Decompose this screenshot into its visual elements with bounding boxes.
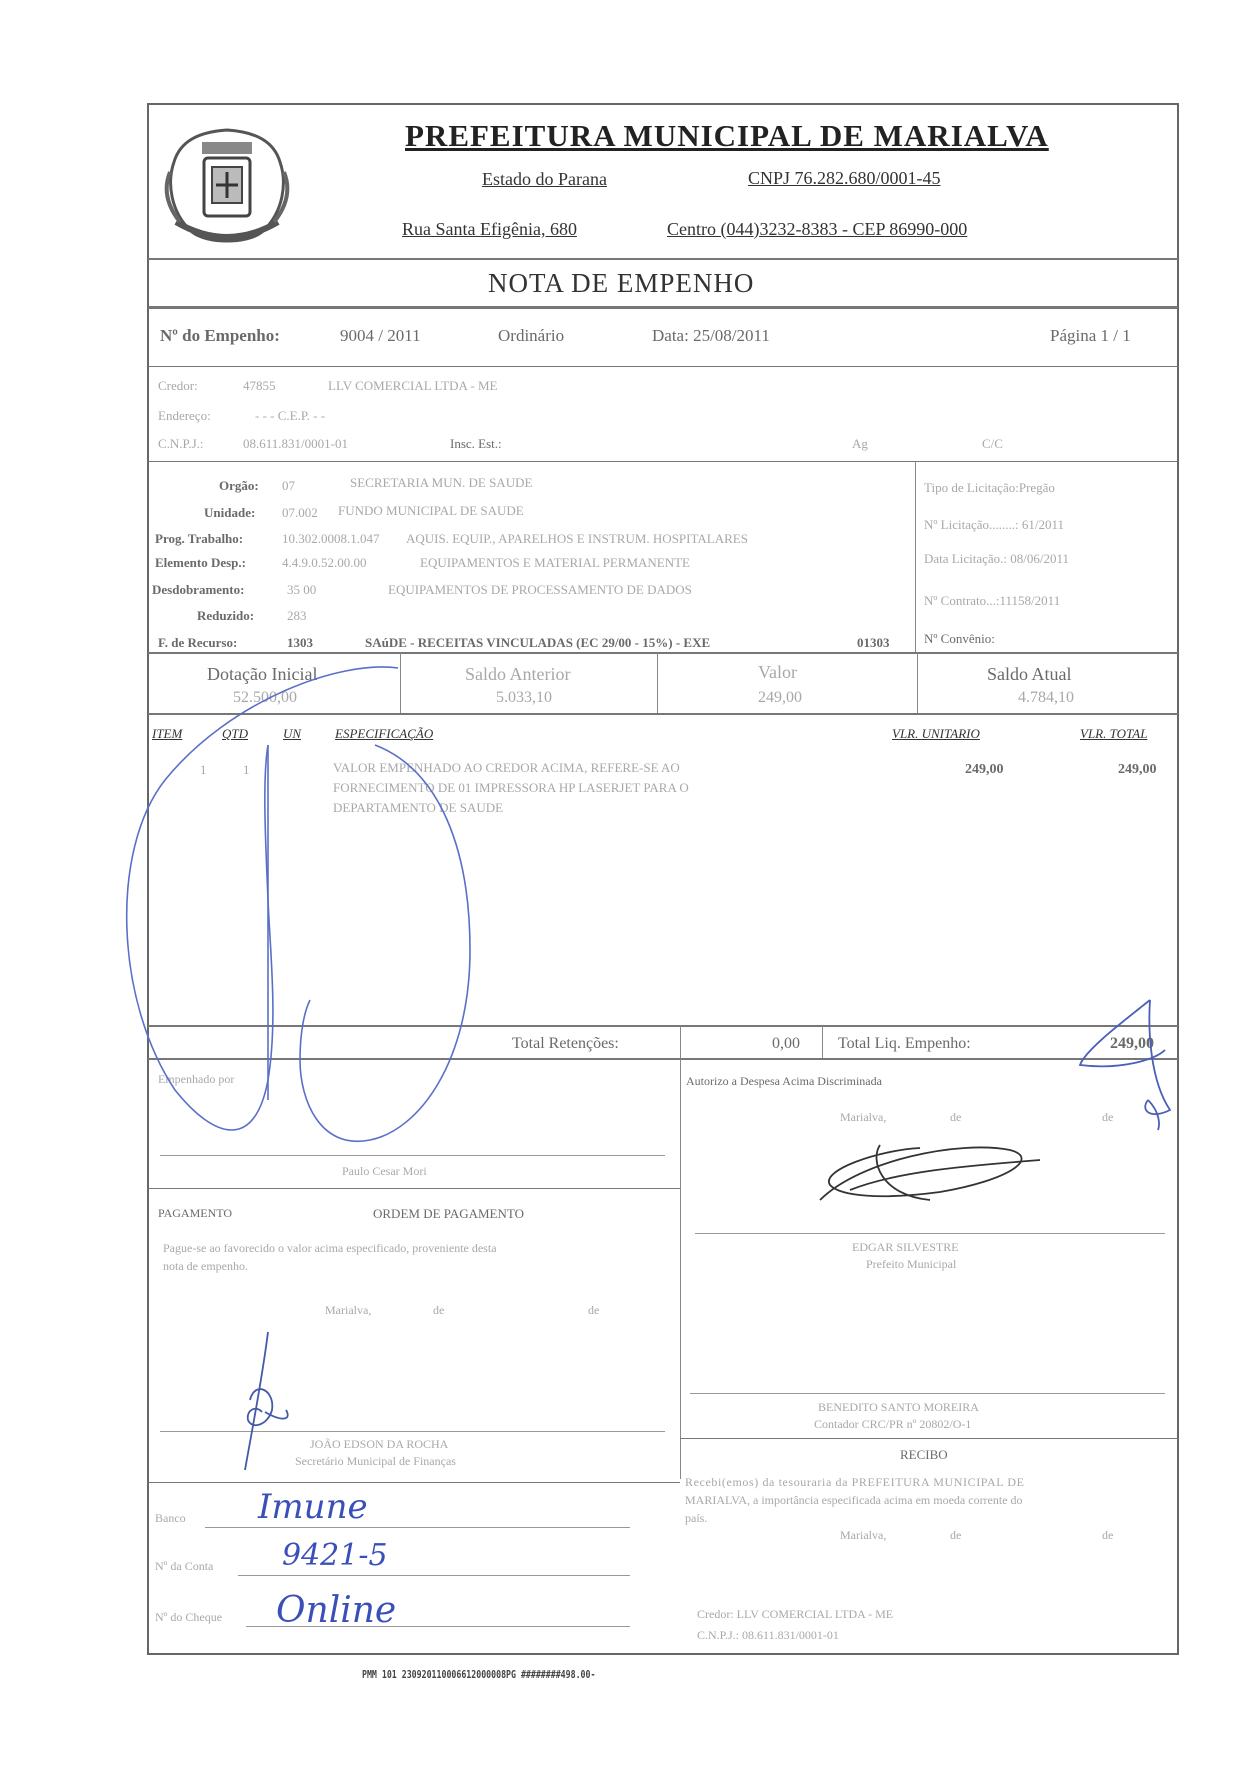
col-qtd: QTD xyxy=(222,726,249,741)
elemento-name: EQUIPAMENTOS E MATERIAL PERMANENTE xyxy=(420,555,690,570)
cheque-value: Online xyxy=(276,1590,397,1631)
desdobramento-code: 35 00 xyxy=(287,582,317,597)
total-signature-scribble xyxy=(1080,1000,1170,1130)
total-liq-label: Total Liq. Empenho: xyxy=(838,1035,971,1052)
header-contact: Centro (044)3232-8383 - CEP 86990-000 xyxy=(667,219,968,239)
footer-code: PMM 101 230920110006612000008PG ########498.00- xyxy=(362,1668,596,1681)
empenho-type: Ordinário xyxy=(498,326,565,345)
page-number: Página 1 / 1 xyxy=(1050,326,1131,345)
header-state: Estado do Parana xyxy=(482,169,607,189)
valor-value: 249,00 xyxy=(758,689,802,706)
pagamento-role: Secretário Municipal de Finanças xyxy=(295,1454,456,1468)
recurso-label: F. de Recurso: xyxy=(158,635,238,650)
autorizo-de1: de xyxy=(950,1110,962,1124)
recibo-de1: de xyxy=(950,1528,962,1542)
orgao-code: 07 xyxy=(282,478,295,493)
cnpj-value: 08.611.831/0001-01 xyxy=(243,436,348,451)
pagamento-text-line2: nota de empenho. xyxy=(163,1259,248,1273)
saldo-atual-value: 4.784,10 xyxy=(1018,689,1074,706)
item-total-value: 249,00 xyxy=(1118,762,1157,777)
pagamento-place: Marialva, xyxy=(325,1303,372,1317)
header-cnpj: CNPJ 76.282.680/0001-45 xyxy=(748,168,941,188)
recibo-label: RECIBO xyxy=(900,1447,948,1462)
empenho-number: 9004 / 2011 xyxy=(340,326,421,345)
endereco-value: - - - C.E.P. - - xyxy=(255,408,326,423)
elemento-label: Elemento Desp.: xyxy=(155,555,246,570)
reduzido-value: 283 xyxy=(287,608,307,623)
dotacao-inicial-value: 52.500,00 xyxy=(233,689,297,706)
mayor-signature xyxy=(820,1145,1040,1200)
pagamento-de1: de xyxy=(433,1303,445,1317)
desdobramento-label: Desdobramento: xyxy=(152,582,245,597)
conta-label: Nº da Conta xyxy=(155,1559,214,1573)
saldo-anterior-value: 5.033,10 xyxy=(496,689,552,706)
pagamento-text-line1: Pague-se ao favorecido o valor acima especificado, proveniente desta xyxy=(163,1241,497,1255)
saldo-anterior-label: Saldo Anterior xyxy=(465,664,571,684)
col-un: UN xyxy=(283,726,302,741)
insc-label: Insc. Est.: xyxy=(450,436,502,451)
prog-label: Prog. Trabalho: xyxy=(155,531,244,546)
ag-label: Ag xyxy=(852,436,868,451)
recibo-text-line2: MARIALVA, a importância especificada acima em moeda corrente do xyxy=(685,1493,1023,1507)
cheque-label: Nº do Cheque xyxy=(155,1610,223,1624)
recibo-text-line3: país. xyxy=(685,1511,708,1525)
recibo-text-line1: Recebi(emos) da tesouraria da PREFEITURA MUNICIPAL DE xyxy=(685,1475,1025,1489)
recibo-cnpj: C.N.P.J.: 08.611.831/0001-01 xyxy=(697,1628,839,1642)
autorizo-name: EDGAR SILVESTRE xyxy=(852,1240,959,1254)
header-address: Rua Santa Efigênia, 680 xyxy=(402,219,577,239)
unidade-code: 07.002 xyxy=(282,505,318,520)
secretary-signature xyxy=(245,1332,288,1470)
pagamento-de2: de xyxy=(588,1303,600,1317)
header-title: PREFEITURA MUNICIPAL DE MARIALVA xyxy=(405,118,1049,153)
elemento-code: 4.4.9.0.52.00.00 xyxy=(282,555,367,570)
endereco-label: Endereço: xyxy=(158,408,211,423)
autorizo-place: Marialva, xyxy=(840,1110,887,1124)
autorizo-de2: de xyxy=(1102,1110,1114,1124)
recurso-name: SAúDE - RECEITAS VINCULADAS (EC 29/00 - 15%) - EXE xyxy=(365,635,711,650)
doc-title: NOTA DE EMPENHO xyxy=(488,268,755,298)
conta-value: 9421-5 xyxy=(282,1538,388,1573)
item-number: 1 xyxy=(200,762,207,777)
item-spec-line2: FORNECIMENTO DE 01 IMPRESSORA HP LASERJET PARA O xyxy=(333,780,689,795)
recurso-code: 1303 xyxy=(287,635,313,650)
autorizo-label: Autorizo a Despesa Acima Discriminada xyxy=(686,1074,882,1088)
item-qty: 1 xyxy=(243,762,250,777)
unidade-label: Unidade: xyxy=(204,505,256,520)
valor-label: Valor xyxy=(758,662,797,682)
empenho-date: Data: 25/08/2011 xyxy=(652,326,770,345)
prog-code: 10.302.0008.1.047 xyxy=(282,531,380,546)
item-spec-line3: DEPARTAMENTO DE SAUDE xyxy=(333,800,504,815)
credor-label: Credor: xyxy=(158,378,198,393)
empenho-number-label: Nº do Empenho: xyxy=(160,326,280,345)
empenhado-name: Paulo Cesar Mori xyxy=(342,1164,427,1178)
orgao-name: SECRETARIA MUN. DE SAUDE xyxy=(350,475,533,490)
orgao-label: Orgão: xyxy=(219,478,259,493)
col-total: VLR. TOTAL xyxy=(1080,726,1148,741)
credor-code: 47855 xyxy=(243,378,276,393)
total-retencoes-value: 0,00 xyxy=(772,1035,800,1052)
credor-name: LLV COMERCIAL LTDA - ME xyxy=(328,378,498,393)
autorizo-role: Prefeito Municipal xyxy=(866,1257,957,1271)
pagamento-name: JOÃO EDSON DA ROCHA xyxy=(310,1437,449,1451)
recibo-place: Marialva, xyxy=(840,1528,887,1542)
col-spec: ESPECIFICAÇÃO xyxy=(335,726,434,741)
total-retencoes-label: Total Retenções: xyxy=(512,1035,619,1052)
recibo-de2: de xyxy=(1102,1528,1114,1542)
licitacao-convenio: Nº Convênio: xyxy=(924,631,995,646)
ordem-pagamento-label: ORDEM DE PAGAMENTO xyxy=(373,1206,524,1221)
prog-name: AQUIS. EQUIP., APARELHOS E INSTRUM. HOSPITALARES xyxy=(406,531,748,546)
recibo-credor: Credor: LLV COMERCIAL LTDA - ME xyxy=(697,1607,894,1621)
dotacao-inicial-label: Dotação Inicial xyxy=(207,664,318,684)
item-spec-line1: VALOR EMPENHADO AO CREDOR ACIMA, REFERE-SE AO xyxy=(333,760,680,775)
col-unit: VLR. UNITARIO xyxy=(892,726,980,741)
item-unit-value: 249,00 xyxy=(965,762,1004,777)
col-item: ITEM xyxy=(152,726,183,741)
saldo-atual-label: Saldo Atual xyxy=(987,664,1072,684)
contador-role: Contador CRC/PR nº 20802/O-1 xyxy=(814,1417,972,1431)
licitacao-data: Data Licitação.: 08/06/2011 xyxy=(924,551,1069,566)
unidade-name: FUNDO MUNICIPAL DE SAUDE xyxy=(338,503,524,518)
empenhado-label: Empenhado por xyxy=(158,1072,235,1086)
recurso-number: 01303 xyxy=(857,635,890,650)
pagamento-label: PAGAMENTO xyxy=(158,1206,233,1220)
banco-value: Imune xyxy=(258,1487,368,1527)
cnpj-label: C.N.P.J.: xyxy=(158,436,204,451)
contador-name: BENEDITO SANTO MOREIRA xyxy=(818,1400,979,1414)
banco-label: Banco xyxy=(155,1511,186,1525)
big-loop-scribble xyxy=(127,667,470,1141)
licitacao-contrato: Nº Contrato...:11158/2011 xyxy=(924,593,1061,608)
cc-label: C/C xyxy=(982,436,1003,451)
licitacao-tipo: Tipo de Licitação:Pregão xyxy=(924,480,1055,495)
reduzido-label: Reduzido: xyxy=(197,608,255,623)
licitacao-numero: Nº Licitação........: 61/2011 xyxy=(924,517,1065,532)
desdobramento-name: EQUIPAMENTOS DE PROCESSAMENTO DE DADOS xyxy=(388,582,692,597)
total-liq-value: 249,00 xyxy=(1110,1035,1154,1052)
